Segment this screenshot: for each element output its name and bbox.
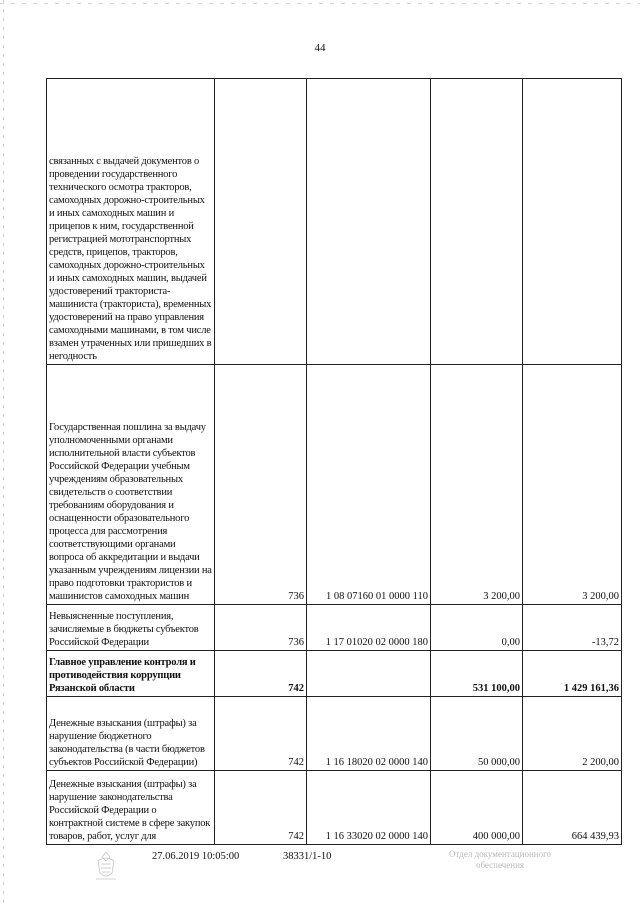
- table-row: [47, 79, 622, 365]
- row-kbk: [307, 79, 431, 365]
- stamp-line: обеспечения: [475, 860, 525, 870]
- stamp-line: Отдел документационного: [448, 849, 552, 859]
- row-plan: [431, 79, 523, 365]
- table-row: [47, 697, 622, 771]
- row-fact: 1 429 161,36: [523, 651, 622, 697]
- row-admin-code: 742: [215, 771, 307, 845]
- emblem-icon: [92, 849, 120, 885]
- scan-edge-left: [3, 0, 4, 905]
- row-admin-code: 742: [215, 651, 307, 697]
- row-name: Денежные взыскания (штрафы) за нарушение законодательства Российской Федерации о контрактной системе в сфере закупок товаров, работ, услуг для: [47, 771, 215, 845]
- row-admin-code: [215, 79, 307, 365]
- row-name: Денежные взыскания (штрафы) за нарушение бюджетного законодательства (в части бюджетов субъектов Российской Федерации): [47, 697, 215, 771]
- row-fact: 664 439,93: [523, 771, 622, 845]
- row-admin-code: 736: [215, 605, 307, 651]
- table-row: [47, 605, 622, 651]
- row-kbk: 1 17 01020 02 0000 180: [307, 605, 431, 651]
- row-admin-code: 736: [215, 365, 307, 605]
- row-plan: 400 000,00: [431, 771, 523, 845]
- row-fact: -13,72: [523, 605, 622, 651]
- row-admin-code: 742: [215, 697, 307, 771]
- footer-doc-number: 38331/1-10: [283, 851, 332, 862]
- row-fact: [523, 79, 622, 365]
- row-kbk: 1 16 33020 02 0000 140: [307, 771, 431, 845]
- page-number: 44: [314, 42, 326, 54]
- table-row: [47, 651, 622, 697]
- table-row: [47, 771, 622, 845]
- row-name: Главное управление контроля и противодействия коррупции Рязанской области: [47, 651, 215, 697]
- row-fact: 3 200,00: [523, 365, 622, 605]
- revenue-table: [46, 78, 622, 845]
- row-fact: 2 200,00: [523, 697, 622, 771]
- row-kbk: [307, 651, 431, 697]
- row-plan: 531 100,00: [431, 651, 523, 697]
- table-row: [47, 365, 622, 605]
- row-kbk: 1 16 18020 02 0000 140: [307, 697, 431, 771]
- row-plan: 3 200,00: [431, 365, 523, 605]
- row-plan: 0,00: [431, 605, 523, 651]
- row-plan: 50 000,00: [431, 697, 523, 771]
- row-name: Невыясненные поступления, зачисляемые в бюджеты субъектов Российской Федерации: [47, 605, 215, 651]
- scan-edge-top: [0, 3, 640, 4]
- footer-date: 27.06.2019 10:05:00: [152, 851, 240, 862]
- row-kbk: 1 08 07160 01 0000 110: [307, 365, 431, 605]
- row-name: связанных с выдачей документов о проведении государственного технического осмотра тракторов, самоходных дорожно-строительных и иных самоходных машин и прицепов к ним, государственной регистрацией мототранспортных средств, прицепов, тракторов, самоходных дорожно-строительных и иных самоходных машин, выдачей удостоверений тракториста-машиниста (тракториста), временных удостоверений на право управления самоходными машинами, в том числе взамен утраченных или пришедших в негодность: [47, 79, 215, 365]
- footer: [0, 849, 640, 889]
- row-name: Государственная пошлина за выдачу уполномоченными органами исполнительной власти субъектов Российской Федерации учебным учреждениям образовательных свидетельств о соответствии требованиям оборудования и оснащенности образовательного процесса для рассмотрения соответствующими органами вопроса об аккредитации и выдачи указанным учреждениям лицензии на право подготовки трактористов и машинистов самоходных машин: [47, 365, 215, 605]
- registration-stamp: [420, 849, 580, 871]
